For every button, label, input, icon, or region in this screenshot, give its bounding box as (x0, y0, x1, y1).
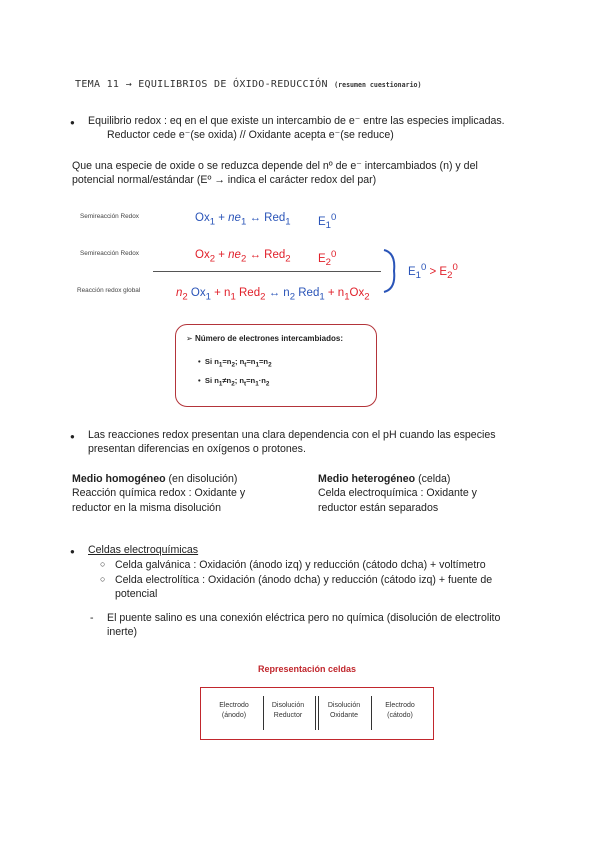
potential-e2: $E_2^0$ (318, 249, 337, 269)
cells-representation-box (200, 687, 434, 740)
sub-bullet: ○ (100, 559, 106, 569)
heterogeneous-line-2: reductor están separados (318, 502, 439, 514)
homogeneous-heading: Medio homogéneo (en disolución) (72, 473, 238, 485)
phase-boundary-line (371, 696, 372, 730)
salt-bridge-line-2: inerte) (107, 626, 138, 638)
arrowhead-icon: ➢ (186, 334, 193, 343)
cell-oxidant-solution: Disolución Oxidante (327, 702, 361, 719)
homogeneous-line-1: Reacción química redox : Oxidante y (72, 487, 246, 499)
semireaction-1-equation: $Ox_1 + ne_1$ ↔ Red$_1$ (195, 212, 291, 228)
electrons-rule-1: • Si $n_1=n_2$; $n_t=n_1=n_2$ (198, 357, 272, 369)
cell-cathode-electrode: Electrodo (cátodo) (385, 702, 415, 719)
sub-bullet: ○ (100, 574, 106, 584)
paragraph-line-2: potencial normal/estándar (Eº → indica el carácter redox del par) (72, 174, 377, 186)
cell-anode-electrode: Electrodo (ánodo) (219, 702, 249, 719)
title-note: (resumen cuestionario) (334, 81, 422, 89)
heterogeneous-heading: Medio heterogéneo (celda) (318, 473, 451, 485)
potential-e1: $E_1^0$ (318, 212, 337, 232)
paragraph-line-1: Que una especie de oxide o se reduzca depende del nº de e⁻ intercambiados (n) y del (72, 160, 478, 172)
potential-comparison: $E_1^0 > E_2^0$ (408, 262, 458, 282)
electrons-box-header: ➢ Número de electrones intercambiados: (186, 334, 343, 343)
ph-dependence-line-2: presentan diferencias en oxígenos o protones. (88, 443, 306, 455)
bracket-icon (380, 247, 400, 295)
salt-bridge-line-a (315, 696, 316, 730)
homogeneous-line-2: reductor en la misma disolución (72, 502, 221, 514)
global-redox-equation: $n_2$ $Ox_1 + n_1$ Red$_2$ ↔ $n_2$ $Red_1 + n_1Ox_2$ (176, 287, 370, 303)
bullet: ● (70, 432, 75, 441)
galvanic-cell-line: Celda galvánica : Oxidación (ánodo izq) y reducción (cátodo dcha) + voltímetro (115, 559, 486, 571)
electrochemical-cells-heading: Celdas electroquímicas (88, 544, 199, 556)
title-text: TEMA 11 → EQUILIBRIOS DE ÓXIDO-REDUCCIÓN (75, 79, 328, 90)
electrons-exchanged-box (175, 324, 377, 407)
electrons-rule-2: • Si $n_1\ne n_2$; $n_t=n_1\cdot n_2$ (198, 376, 270, 388)
label-semireaction-2: Semireacción Redox (80, 250, 139, 257)
cells-representation-title: Representación celdas (258, 664, 357, 674)
label-semireaction-1: Semireacción Redox (80, 213, 139, 220)
reaction-separator-line (153, 271, 381, 272)
electrolytic-cell-line-2: potencial (115, 588, 158, 600)
dash-bullet: - (90, 612, 94, 624)
heterogeneous-line-1: Celda electroquímica : Oxidante y (318, 487, 477, 499)
salt-bridge-line-1: El puente salino es una conexión eléctrica pero no química (disolución de electrolito (107, 612, 501, 624)
label-global-reaction: Reacción redox global (77, 287, 141, 294)
reductor-oxidante-line: Reductor cede e⁻(se oxida) // Oxidante acepta e⁻(se reduce) (107, 129, 394, 141)
redox-equilibrium-definition: Equilibrio redox : eq en el que existe un intercambio de e⁻ entre las especies implicadas. (88, 115, 505, 127)
bullet: ● (70, 547, 75, 556)
electrolytic-cell-line-1: Celda electrolítica : Oxidación (ánodo dcha) y reducción (cátodo izq) + fuente de (115, 574, 493, 586)
bullet: ● (70, 118, 75, 127)
cell-reductor-solution: Disolución Reductor (271, 702, 305, 719)
semireaction-2-equation: $Ox_2 + ne_2$ ↔ Red$_2$ (195, 249, 291, 265)
ph-dependence-line-1: Las reacciones redox presentan una clara dependencia con el pH cuando las especies (88, 429, 496, 441)
page-title (75, 79, 422, 90)
